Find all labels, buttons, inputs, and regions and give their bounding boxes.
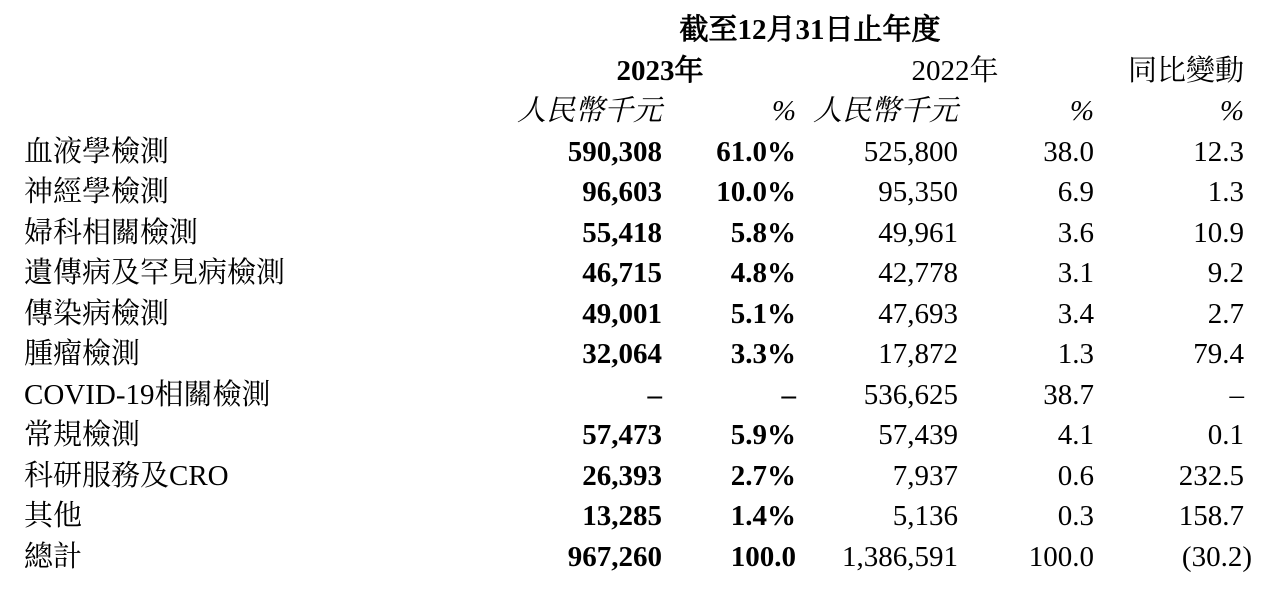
yoy-change: –	[1229, 379, 1244, 411]
pct-2023: 61.0%	[716, 136, 796, 168]
value-2022: 7,937	[892, 460, 958, 492]
value-2023: 49,001	[582, 298, 662, 330]
pct-2022: 100.0	[1028, 541, 1094, 573]
value-2023: 57,473	[582, 419, 662, 451]
row-label: 其他	[24, 500, 83, 532]
pct-2023: 4.8%	[730, 257, 796, 289]
pct-2023: 5.9%	[730, 419, 796, 451]
value-2023: 46,715	[582, 257, 662, 289]
pct-2023: 100.0	[730, 541, 796, 573]
value-2023: 967,260	[567, 541, 662, 573]
yoy-change: (30.2)	[1181, 541, 1252, 573]
pct-2022: 3.4	[1057, 298, 1094, 330]
yoy-change: 10.9	[1193, 217, 1244, 249]
yoy-change: 1.3	[1207, 176, 1244, 208]
row-label: 總計	[24, 541, 83, 573]
value-2022: 5,136	[892, 500, 958, 532]
pct-2022: 0.6	[1057, 460, 1094, 492]
value-2023: 590,308	[567, 136, 662, 168]
pct-2022-header: %	[1069, 95, 1094, 127]
value-2022: 42,778	[878, 257, 958, 289]
value-2023: 55,418	[582, 217, 662, 249]
value-2023: 32,064	[582, 338, 662, 370]
pct-2022: 0.3	[1057, 500, 1094, 532]
value-2022: 95,350	[878, 176, 958, 208]
value-2023: –	[647, 379, 662, 411]
value-2022: 1,386,591	[842, 541, 958, 573]
value-2022: 17,872	[878, 338, 958, 370]
value-2022: 47,693	[878, 298, 958, 330]
row-label: COVID-19相關檢測	[24, 379, 271, 411]
row-label: 婦科相關檢測	[24, 217, 199, 249]
pct-2023: 3.3%	[730, 338, 796, 370]
row-label: 腫瘤檢測	[24, 338, 141, 370]
value-2023: 13,285	[582, 500, 662, 532]
yoy-change: 0.1	[1207, 419, 1244, 451]
row-label: 科研服務及CRO	[24, 460, 229, 492]
value-2022: 525,800	[863, 136, 958, 168]
value-2022: 536,625	[863, 379, 958, 411]
unit-rmb-2022: 人民幣千元	[812, 95, 958, 127]
pct-2023: 10.0%	[716, 176, 796, 208]
value-2022: 49,961	[878, 217, 958, 249]
row-label: 遺傳病及罕見病檢測	[24, 257, 286, 289]
year-2023-header: 2023年	[616, 55, 704, 87]
yoy-change: 158.7	[1178, 500, 1244, 532]
pct-2022: 3.6	[1057, 217, 1094, 249]
yoy-change: 2.7	[1207, 298, 1244, 330]
row-label: 傳染病檢測	[24, 298, 170, 330]
row-label: 神經學檢測	[24, 176, 170, 208]
value-2023: 96,603	[582, 176, 662, 208]
pct-2023-header: %	[771, 95, 796, 127]
yoy-change: 79.4	[1193, 338, 1244, 370]
pct-2022: 6.9	[1057, 176, 1094, 208]
value-2023: 26,393	[582, 460, 662, 492]
yoy-change-header: 同比變動	[1127, 55, 1244, 87]
yoy-change: 9.2	[1207, 257, 1244, 289]
pct-2022: 38.0	[1043, 136, 1094, 168]
period-header: 截至12月31日止年度	[679, 14, 941, 46]
pct-2023: –	[781, 379, 796, 411]
year-2022-header: 2022年	[911, 55, 999, 87]
pct-yoy-header: %	[1219, 95, 1244, 127]
pct-2022: 4.1	[1057, 419, 1094, 451]
yoy-change: 12.3	[1193, 136, 1244, 168]
pct-2023: 1.4%	[730, 500, 796, 532]
pct-2022: 3.1	[1057, 257, 1094, 289]
row-label: 血液學檢測	[24, 136, 170, 168]
row-label: 常規檢測	[24, 419, 141, 451]
pct-2023: 2.7%	[730, 460, 796, 492]
pct-2022: 38.7	[1043, 379, 1094, 411]
pct-2023: 5.1%	[730, 298, 796, 330]
pct-2023: 5.8%	[730, 217, 796, 249]
pct-2022: 1.3	[1057, 338, 1094, 370]
yoy-change: 232.5	[1178, 460, 1244, 492]
unit-rmb-2023: 人民幣千元	[516, 95, 662, 127]
value-2022: 57,439	[878, 419, 958, 451]
